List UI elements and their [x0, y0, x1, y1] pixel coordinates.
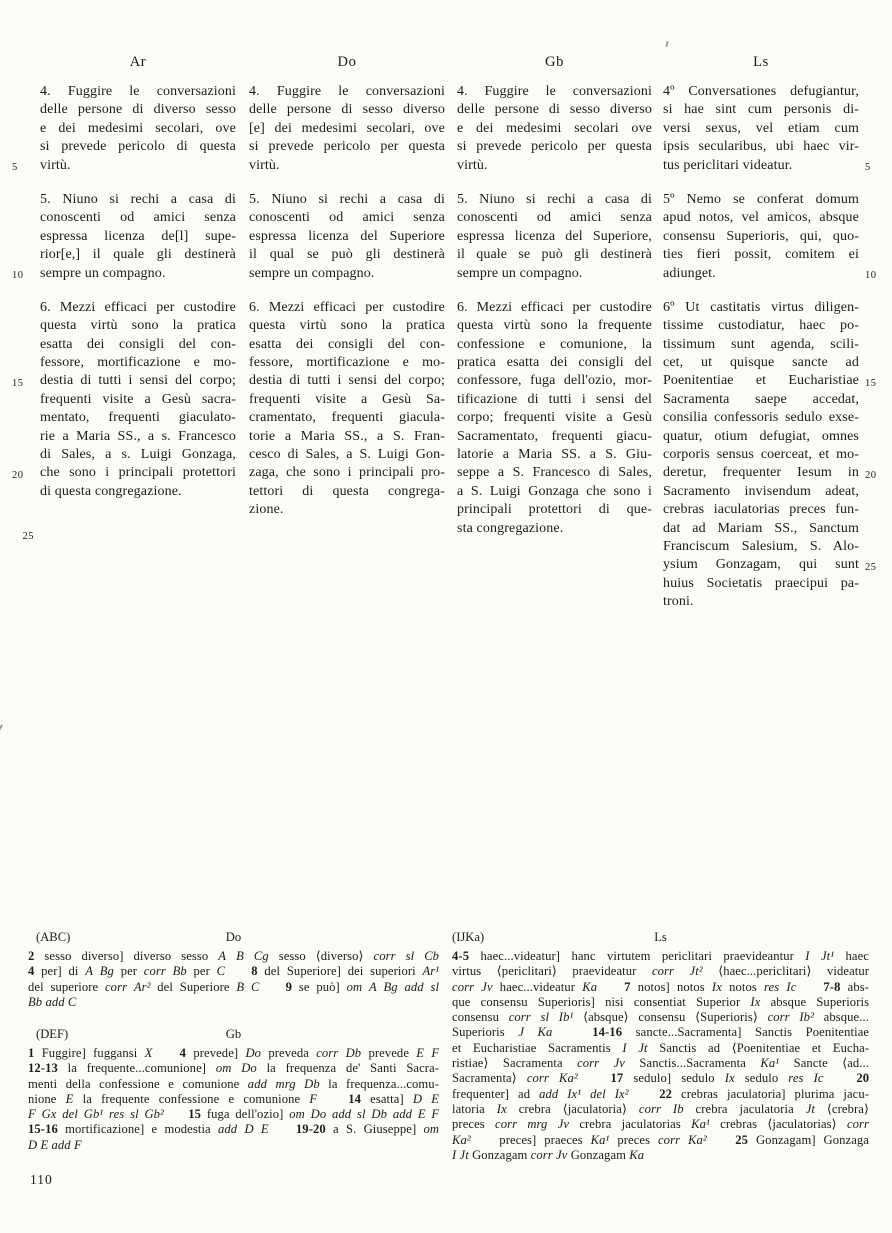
scan-artifact	[665, 41, 668, 47]
paragraph	[249, 191, 445, 283]
text-line: Sacramenta saepe accedat,	[663, 391, 859, 407]
text-line: mentato, frequenti giaculato-	[40, 410, 236, 426]
scan-artifact	[0, 724, 3, 736]
text-line: latorie a Maria SS. a S. Giu-	[457, 447, 652, 463]
text-line: a S. Luigi Gonzaga che sono i	[457, 483, 652, 499]
apparatus-line: D E add F	[28, 1137, 82, 1152]
column-header-ar: Ar	[129, 54, 147, 70]
paragraph	[663, 191, 877, 283]
text-line: e dei medesimi secolari ove	[457, 120, 652, 136]
text-line: troni.	[663, 594, 694, 610]
text-line: che sono i principali protettori 20	[40, 464, 236, 482]
apparatus-line: menti della confessione e comunione add mrg Db la frequenza...comu-	[28, 1076, 439, 1091]
text-line: huius Societatis praecipui pa-	[663, 575, 859, 591]
text-line: sempre un compagno.	[249, 265, 375, 281]
text-line: 4º Conversationes defugiantur,	[663, 84, 859, 99]
text-line: delle persone di diverso sesso	[40, 102, 236, 118]
apparatus-block-def	[28, 1027, 439, 1153]
text-line: consensu Superioris, qui, quo-	[663, 228, 859, 244]
witness-sigla: (DEF)	[36, 1027, 69, 1041]
apparatus-line: et Eucharistiae Sacramentis I Jt Sanctis ad ⟨Poenitentiae et Eucha-	[452, 1040, 870, 1055]
apparatus-line: Ka² preces] praeces Ka¹ preces corr Ka² 25 Gonzagam] Gonzaga	[452, 1132, 870, 1147]
apparatus-line: 2 sesso diverso] diverso sesso A B Cg sesso ⟨diverso⟩ corr sl Cb	[28, 949, 440, 963]
text-line: dat ad Mariam SS., Sanctum	[663, 520, 859, 536]
text-line: principali protettori di que-	[457, 502, 652, 518]
paragraph	[249, 83, 445, 175]
text-line: sta congregazione.	[457, 520, 564, 536]
text-line: si hae sint cum personis di-	[663, 102, 859, 118]
text-line: ysium Gonzagam, qui sunt 25	[663, 556, 859, 574]
text-line: Sacramentato, frequenti giacu-	[457, 428, 652, 444]
text-line: confessione e comunione, la	[457, 336, 652, 352]
margin-line-number: 5	[865, 162, 871, 174]
text-line: si prevede pericolo per questa	[457, 139, 652, 155]
margin-line-number: 25	[865, 561, 877, 573]
apparatus-line: 12-13 la frequente...comunione] om Do la frequenza de' Santi Sacra-	[28, 1061, 440, 1076]
text-line: espressa licenza del Superiore	[249, 228, 445, 244]
text-line: 4. Fuggire le conversazioni	[457, 84, 652, 99]
paragraph	[457, 191, 652, 283]
column-ls	[663, 54, 877, 612]
apparatus-line: corr Jv haec...videatur Ka 7 notos] notos Ix notos res Ic 7-8 abs-	[452, 979, 870, 994]
text-line: quatur, otium defugiat, omnes	[663, 428, 859, 444]
text-line: e dei medesimi secolari, ove	[40, 120, 236, 136]
apparatus-header	[28, 1027, 439, 1042]
text-line: si prevede pericolo di questa	[40, 139, 236, 155]
margin-line-number: 15	[12, 377, 24, 389]
text-line: conoscenti od amici senza	[249, 210, 445, 226]
paragraph	[12, 191, 236, 283]
apparatus-column-ref: Gb	[225, 1027, 242, 1041]
text-line: 5º Nemo se conferat domum	[663, 191, 859, 207]
text-line: Franciscum Salesium, S. Alo-	[663, 538, 859, 554]
paragraph	[663, 299, 877, 612]
text-line: 5. Niuno si rechi a casa di	[457, 191, 652, 207]
margin-line-number: 5	[12, 162, 18, 174]
text-line: questa virtù sono la frequente	[457, 318, 652, 334]
text-line: ties fieri possit, comitem ei	[663, 247, 859, 263]
apparatus-line: 15-16 mortificazione] e modestia add D E 19-20 a S. Giuseppe] om	[28, 1122, 440, 1137]
text-line: di Sales, a s. Luigi Gonzaga,	[40, 447, 236, 463]
apparatus-line: que consensu Superioris] nisi consentiat Superior Ix absque Superioris	[452, 994, 870, 1009]
apparatus-header	[452, 930, 869, 945]
text-line: versi sexus, vel etiam cum	[663, 120, 859, 136]
apparatus-line: 4 per] di A Bg per corr Bb per C 8 del Superiore] dei superiori Ar¹	[28, 964, 440, 979]
paragraph	[249, 299, 445, 520]
paragraph	[663, 83, 871, 175]
text-line: 6. Mezzi efficaci per custodire	[457, 299, 652, 315]
text-line: delle persone di sesso diverso	[249, 102, 445, 118]
text-line: tissimum sunt agenda, scili-	[663, 336, 859, 352]
text-line: rie a Maria SS., a s. Francesco	[40, 428, 236, 444]
text-line: ipsis secularibus, ubi haec vir-	[663, 139, 859, 155]
text-line: esatta dei consigli del con-	[40, 336, 236, 352]
text-line: 5. Niuno si rechi a casa di	[40, 191, 236, 207]
text-line: rior[e,] il quale gli destinerà	[40, 247, 236, 263]
apparatus-line: virtus ⟨periclitari⟩ praevideatur corr Jt² ⟨haec...periclitari⟩ videatur	[452, 964, 870, 979]
text-line: corpo; frequenti visite a Gesù	[457, 410, 652, 426]
text-line: cesco di Sales, a S. Luigi Gon-	[249, 447, 445, 463]
apparatus-line: Sacramenta⟩ corr Ka² 17 sedulo] sedulo Ix sedulo res Ic 20	[452, 1071, 870, 1086]
column-do	[249, 54, 445, 520]
text-line: il qual se può gli destinerà	[249, 247, 445, 263]
paragraph	[12, 83, 236, 175]
apparatus-block-abc	[28, 930, 439, 1010]
apparatus-line: latoria Ix crebra ⟨jaculatoria⟩ corr Ib crebra jaculatoria Jt ⟨crebra⟩	[452, 1101, 869, 1116]
text-line: 6º Ut castitatis virtus diligen-	[663, 299, 859, 315]
text-line: tus periclitari videatur. 5	[663, 157, 859, 175]
text-line: corporis sensus coerceat, et mo-	[663, 447, 859, 463]
witness-sigla: (ABC)	[36, 930, 71, 944]
text-line: Sacramento invisendum adeat,	[663, 483, 859, 499]
text-line: frequenti visite a Gesù sacra-	[40, 391, 236, 407]
apparatus-line: del superiore corr Ar² del Superiore B C 9 se può] om A Bg add sl	[28, 979, 440, 994]
text-line: 4. Fuggire le conversazioni	[249, 84, 445, 99]
column-gb	[457, 54, 652, 538]
apparatus-line: F Gx del Gb¹ res sl Gb² 15 fuga dell'ozio] om Do add sl Db add E F	[28, 1107, 440, 1122]
text-line: sempre un compagno. 10	[40, 265, 236, 283]
text-line: zaga, che sono i principali pro-	[249, 465, 445, 481]
column-body	[249, 83, 445, 520]
column-body	[663, 83, 877, 612]
column-header-ls: Ls	[753, 54, 769, 70]
text-line: 6. Mezzi efficaci per custodire	[249, 299, 445, 315]
margin-line-number: 25	[22, 531, 34, 542]
text-line: seppe a S. Francesco di Sales,	[457, 465, 652, 481]
text-line: questa virtù sono la pratica	[249, 318, 445, 334]
margin-line-number: 20	[865, 469, 877, 481]
text-line: pratica esatta dei consigli del	[457, 355, 652, 371]
apparatus-line: 1 Fuggire] fuggansi X 4 prevede] Do preveda corr Db prevede E F	[28, 1046, 440, 1060]
text-line: fessore, mortificazione e mo-	[249, 355, 445, 371]
paragraph	[457, 83, 652, 175]
apparatus-header	[28, 930, 439, 945]
text-line: consilia confessoris sedulo exse-	[663, 410, 859, 426]
text-line: crebras iaculatorias preces fun-	[663, 502, 859, 518]
text-line: destia di tutti i sensi del corpo;	[249, 373, 445, 389]
text-line: virtù. 5	[40, 157, 236, 175]
text-line: fessore, mortificazione e mo-	[40, 355, 236, 371]
text-line: Poenitentiae et Eucharistiae 15	[663, 372, 859, 390]
column-body	[12, 83, 236, 542]
text-line: di questa congregazione.	[40, 483, 182, 499]
text-line: cet, ut quisque sancte ad	[663, 355, 859, 371]
text-line: cramentato, frequenti giacula-	[249, 410, 445, 426]
apparatus-body	[28, 949, 439, 1010]
text-line: 6. Mezzi efficaci per custodire	[40, 299, 236, 315]
text-line: destia di tutti i sensi del corpo; 15	[40, 372, 236, 390]
witness-sigla: (IJKa)	[452, 930, 485, 944]
apparatus-line: preces corr mrg Jv crebra jaculatorias Ka¹ crebras ⟨jaculatorias⟩ corr	[452, 1117, 870, 1132]
apparatus-line: Bb add C	[28, 994, 77, 1009]
apparatus-column-ref: Do	[225, 930, 242, 944]
text-line: confessore, fuga dell'ozio, mor-	[457, 373, 652, 389]
apparatus-line: I Jt Gonzagam corr Jv Gonzagam Ka	[452, 1147, 645, 1162]
column-ar	[12, 54, 236, 542]
apparatus-line: Superioris J Ka 14-16 sancte...Sacramenta] Sanctis Poenitentiae	[452, 1025, 870, 1040]
column-header-do: Do	[337, 54, 357, 70]
apparatus-body	[452, 949, 869, 1163]
apparatus-line: frequenter] ad add Ix¹ del Ix² 22 crebras jaculatoria] plurima jacu-	[452, 1086, 870, 1101]
margin-line-number: 20	[12, 469, 24, 481]
text-line: tissime custodiatur, haec po-	[663, 318, 859, 334]
text-line: tettori di questa congrega-	[249, 483, 445, 499]
paragraph	[12, 299, 236, 501]
apparatus-body	[28, 1046, 439, 1153]
apparatus-line: consensu corr sl Ib¹ ⟨absque⟩ consensu ⟨Superioris⟩ corr Ib² absque...	[452, 1010, 869, 1025]
text-line: deretur, frequenter Iesum in 20	[663, 464, 859, 482]
apparatus-line: nione E la frequente confessione e comunione F 14 esatta] D E	[28, 1091, 440, 1106]
text-line: espressa licenza de[l] supe-	[40, 228, 236, 244]
text-line: 4. Fuggire le conversazioni	[40, 84, 236, 99]
column-body	[457, 83, 652, 538]
text-line: apud notos, vel amicos, absque	[663, 210, 859, 226]
text-line: virtù.	[457, 157, 488, 173]
paragraph	[457, 299, 652, 538]
text-line: sempre un compagno.	[457, 265, 583, 281]
apparatus-line: 4-5 haec...videatur] hanc virtutem periclitari praevideantur I Jt¹ haec	[452, 949, 869, 963]
margin-line-number: 10	[12, 270, 24, 282]
text-line: conoscenti od amici senza	[40, 210, 236, 226]
text-line: si prevede pericolo per questa	[249, 139, 445, 155]
text-line: esatta dei consigli del con-	[249, 336, 445, 352]
apparatus-line: ristiae⟩ Sacramenta corr Jv Sanctis...Sacramenta Ka¹ Sancte ⟨ad...	[452, 1056, 870, 1071]
text-line: espressa licenza del Superiore,	[457, 228, 652, 244]
margin-line-number: 10	[865, 270, 877, 282]
text-line: [e] dei medesimi secolari, ove	[249, 120, 445, 136]
text-line: torie a Maria SS., a S. Fran-	[249, 428, 445, 444]
apparatus-block-ijka	[452, 930, 869, 1163]
text-line: frequenti visite a Gesù Sa-	[249, 391, 445, 407]
text-line: conoscenti od amici senza	[457, 210, 652, 226]
text-line: tificazione di tutti i sensi del	[457, 391, 652, 407]
margin-line-number: 15	[865, 377, 877, 389]
column-header-gb: Gb	[545, 54, 564, 70]
page-number: 110	[30, 1172, 53, 1187]
text-line: virtù.	[249, 157, 280, 173]
text-line: delle persone di sesso diverso	[457, 102, 652, 118]
apparatus-column-ref: Ls	[654, 930, 667, 944]
text-line: adiunget. 10	[663, 265, 859, 283]
text-line: 5. Niuno si rechi a casa di	[249, 191, 445, 207]
text-line: il quale se può gli destinerà	[457, 247, 652, 263]
text-line: questa virtù sono la pratica	[40, 318, 236, 334]
text-line: zione.	[249, 502, 284, 518]
